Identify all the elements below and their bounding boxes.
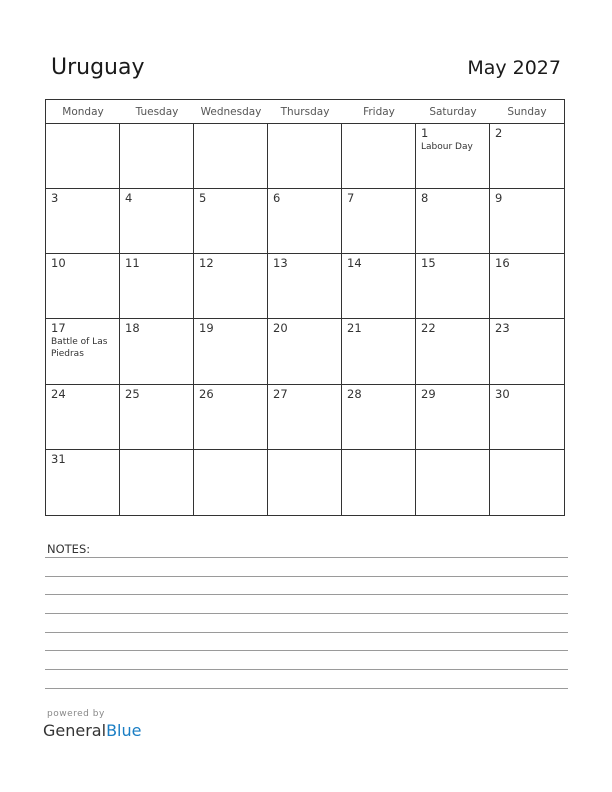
day-number: 6 [273, 191, 281, 206]
notes-line [45, 632, 568, 633]
country-title: Uruguay [51, 55, 145, 80]
day-cell[interactable] [416, 189, 490, 254]
day-cell[interactable] [342, 189, 416, 254]
day-cell[interactable] [194, 319, 268, 384]
day-cell[interactable] [342, 450, 416, 515]
day-cell[interactable] [490, 189, 564, 254]
day-cell[interactable] [120, 189, 194, 254]
day-number: 29 [421, 386, 436, 401]
day-cell[interactable] [194, 124, 268, 189]
day-cell[interactable] [46, 254, 120, 319]
weekday-header: Tuesday [120, 100, 194, 124]
day-cell[interactable] [268, 254, 342, 319]
day-cell[interactable] [490, 254, 564, 319]
month-year-title: May 2027 [467, 57, 561, 79]
day-number: 24 [51, 386, 66, 401]
day-number: 10 [51, 256, 66, 271]
weekday-header: Sunday [490, 100, 564, 124]
day-cell[interactable] [342, 385, 416, 450]
weekday-header: Wednesday [194, 100, 268, 124]
day-number: 14 [347, 256, 362, 271]
day-cell[interactable] [120, 450, 194, 515]
day-cell[interactable] [120, 385, 194, 450]
day-cell[interactable] [46, 385, 120, 450]
day-number: 28 [347, 386, 362, 401]
day-cell[interactable] [490, 124, 564, 189]
notes-line [45, 557, 568, 558]
day-number: 2 [495, 126, 503, 140]
day-cell[interactable] [120, 254, 194, 319]
day-number: 4 [125, 191, 133, 206]
day-number: 26 [199, 386, 214, 401]
calendar-grid [45, 99, 565, 516]
day-number: 25 [125, 386, 140, 401]
day-number: 19 [199, 321, 214, 336]
day-cell[interactable] [46, 189, 120, 254]
notes-line [45, 576, 568, 577]
day-number: 16 [495, 256, 510, 271]
notes-line [45, 594, 568, 595]
day-cell[interactable] [268, 124, 342, 189]
day-cell[interactable] [194, 189, 268, 254]
notes-line [45, 613, 568, 614]
day-number: 12 [199, 256, 214, 271]
day-cell[interactable] [490, 385, 564, 450]
day-cell[interactable] [194, 254, 268, 319]
day-number: 27 [273, 386, 288, 401]
holiday-label: Labour Day [421, 142, 473, 152]
brand-blue-text: Blue [106, 721, 142, 740]
day-number: 9 [495, 191, 503, 206]
day-cell[interactable] [194, 385, 268, 450]
day-cell[interactable] [268, 450, 342, 515]
notes-line [45, 669, 568, 670]
day-number: 21 [347, 321, 362, 336]
notes-line [45, 688, 568, 689]
day-cell[interactable] [416, 385, 490, 450]
day-cell[interactable] [490, 450, 564, 515]
day-cell[interactable] [194, 450, 268, 515]
weekday-header: Monday [46, 100, 120, 124]
day-number: 7 [347, 191, 355, 206]
weekday-header: Thursday [268, 100, 342, 124]
day-cell[interactable] [120, 124, 194, 189]
day-number: 23 [495, 321, 510, 336]
powered-by-text: powered by [47, 709, 105, 719]
holiday-label: Battle of Las Piedras [51, 337, 108, 360]
day-cell[interactable] [342, 319, 416, 384]
day-number: 13 [273, 256, 288, 271]
day-number: 3 [51, 191, 59, 206]
day-number: 11 [125, 256, 140, 271]
brand-logo[interactable] [43, 721, 141, 740]
day-number: 8 [421, 191, 429, 206]
day-number: 15 [421, 256, 436, 271]
day-cell[interactable] [416, 254, 490, 319]
day-number: 18 [125, 321, 140, 336]
day-cell[interactable] [342, 124, 416, 189]
day-cell[interactable] [416, 124, 490, 189]
notes-label: NOTES: [47, 542, 91, 556]
day-cell[interactable] [490, 319, 564, 384]
day-cell[interactable] [46, 319, 120, 384]
day-number: 22 [421, 321, 436, 336]
day-number: 30 [495, 386, 510, 401]
day-cell[interactable] [268, 385, 342, 450]
day-cell[interactable] [416, 450, 490, 515]
day-cell[interactable] [342, 254, 416, 319]
day-cell[interactable] [416, 319, 490, 384]
day-cell[interactable] [46, 450, 120, 515]
day-number: 31 [51, 451, 66, 466]
day-cell[interactable] [46, 124, 120, 189]
day-number: 5 [199, 191, 207, 206]
day-cell[interactable] [268, 319, 342, 384]
brand-general-text: General [43, 721, 107, 740]
notes-line [45, 650, 568, 651]
weekday-header: Friday [342, 100, 416, 124]
weekday-header: Saturday [416, 100, 490, 124]
day-number: 20 [273, 321, 288, 336]
day-cell[interactable] [268, 189, 342, 254]
day-number: 1 [421, 126, 429, 140]
day-cell[interactable] [120, 319, 194, 384]
day-number: 17 [51, 321, 66, 336]
